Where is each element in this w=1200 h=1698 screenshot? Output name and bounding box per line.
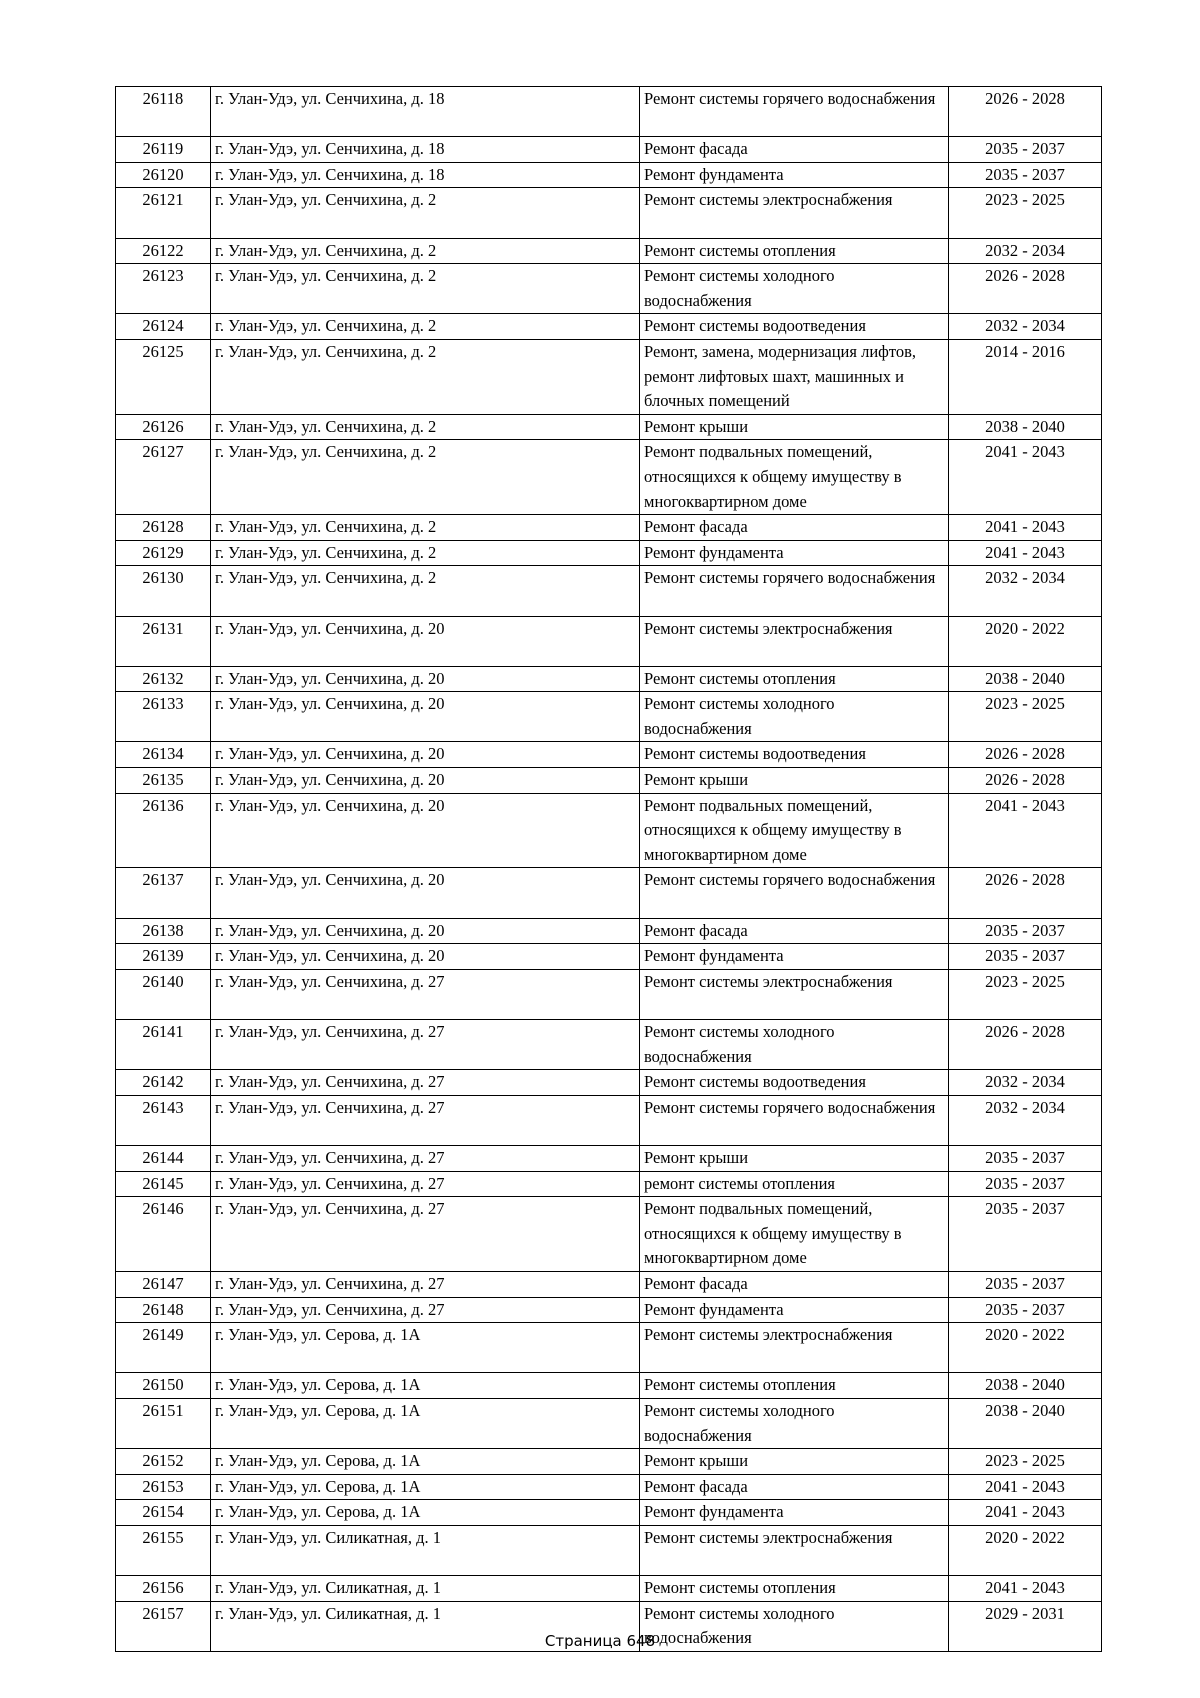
work-type-cell: Ремонт фасада	[640, 515, 949, 541]
period-cell: 2020 - 2022	[949, 1525, 1102, 1575]
work-type-cell: Ремонт подвальных помещений, относящихся к общему имуществу в многоквартирном доме	[640, 440, 949, 515]
address-cell: г. Улан-Удэ, ул. Сенчихина, д. 27	[211, 1271, 640, 1297]
work-type-cell: Ремонт фундамента	[640, 540, 949, 566]
row-number-cell: 26132	[116, 666, 211, 692]
row-number-cell: 26130	[116, 566, 211, 616]
address-cell: г. Улан-Удэ, ул. Сенчихина, д. 2	[211, 188, 640, 238]
row-number-cell: 26156	[116, 1576, 211, 1602]
table-row	[116, 1020, 1102, 1070]
work-type-cell: Ремонт системы отопления	[640, 1576, 949, 1602]
period-cell: 2041 - 2043	[949, 440, 1102, 515]
period-cell: 2026 - 2028	[949, 87, 1102, 137]
table-row	[116, 1271, 1102, 1297]
period-cell: 2035 - 2037	[949, 1197, 1102, 1272]
work-type-cell: Ремонт системы холодного водоснабжения	[640, 692, 949, 742]
row-number-cell: 26151	[116, 1398, 211, 1448]
row-number-cell: 26121	[116, 188, 211, 238]
table-row	[116, 666, 1102, 692]
address-cell: г. Улан-Удэ, ул. Сенчихина, д. 20	[211, 768, 640, 794]
table-row	[116, 314, 1102, 340]
address-cell: г. Улан-Удэ, ул. Сенчихина, д. 27	[211, 969, 640, 1019]
row-number-cell: 26128	[116, 515, 211, 541]
table-row	[116, 162, 1102, 188]
work-type-cell: Ремонт системы водоотведения	[640, 314, 949, 340]
work-type-cell: Ремонт системы горячего водоснабжения	[640, 868, 949, 918]
address-cell: г. Улан-Удэ, ул. Сенчихина, д. 27	[211, 1145, 640, 1171]
address-cell: г. Улан-Удэ, ул. Сенчихина, д. 2	[211, 238, 640, 264]
address-cell: г. Улан-Удэ, ул. Сенчихина, д. 27	[211, 1171, 640, 1197]
address-cell: г. Улан-Удэ, ул. Сенчихина, д. 20	[211, 692, 640, 742]
row-number-cell: 26119	[116, 137, 211, 163]
table-row	[116, 540, 1102, 566]
table-row	[116, 944, 1102, 970]
period-cell: 2035 - 2037	[949, 1271, 1102, 1297]
table-row	[116, 339, 1102, 414]
row-number-cell: 26143	[116, 1095, 211, 1145]
period-cell: 2038 - 2040	[949, 1398, 1102, 1448]
work-type-cell: Ремонт системы отопления	[640, 666, 949, 692]
period-cell: 2032 - 2034	[949, 1095, 1102, 1145]
period-cell: 2038 - 2040	[949, 414, 1102, 440]
period-cell: 2032 - 2034	[949, 238, 1102, 264]
work-type-cell: Ремонт подвальных помещений, относящихся к общему имуществу в многоквартирном доме	[640, 1197, 949, 1272]
table-row	[116, 793, 1102, 868]
row-number-cell: 26150	[116, 1373, 211, 1399]
work-type-cell: Ремонт подвальных помещений, относящихся к общему имуществу в многоквартирном доме	[640, 793, 949, 868]
table-row	[116, 1500, 1102, 1526]
table-row	[116, 918, 1102, 944]
work-type-cell: Ремонт системы водоотведения	[640, 1070, 949, 1096]
address-cell: г. Улан-Удэ, ул. Силикатная, д. 1	[211, 1601, 640, 1651]
address-cell: г. Улан-Удэ, ул. Сенчихина, д. 2	[211, 566, 640, 616]
work-type-cell: Ремонт фасада	[640, 137, 949, 163]
row-number-cell: 26123	[116, 264, 211, 314]
table-row	[116, 1474, 1102, 1500]
work-type-cell: Ремонт системы холодного водоснабжения	[640, 1398, 949, 1448]
address-cell: г. Улан-Удэ, ул. Сенчихина, д. 27	[211, 1070, 640, 1096]
address-cell: г. Улан-Удэ, ул. Сенчихина, д. 2	[211, 339, 640, 414]
period-cell: 2029 - 2031	[949, 1601, 1102, 1651]
row-number-cell: 26140	[116, 969, 211, 1019]
period-cell: 2041 - 2043	[949, 515, 1102, 541]
table-row	[116, 264, 1102, 314]
table-row	[116, 1197, 1102, 1272]
table-row	[116, 188, 1102, 238]
address-cell: г. Улан-Удэ, ул. Сенчихина, д. 20	[211, 616, 640, 666]
address-cell: г. Улан-Удэ, ул. Сенчихина, д. 20	[211, 666, 640, 692]
period-cell: 2023 - 2025	[949, 692, 1102, 742]
row-number-cell: 26133	[116, 692, 211, 742]
table-row	[116, 1070, 1102, 1096]
work-type-cell: Ремонт системы горячего водоснабжения	[640, 566, 949, 616]
period-cell: 2032 - 2034	[949, 314, 1102, 340]
period-cell: 2035 - 2037	[949, 162, 1102, 188]
work-type-cell: Ремонт системы водоотведения	[640, 742, 949, 768]
address-cell: г. Улан-Удэ, ул. Серова, д. 1А	[211, 1449, 640, 1475]
period-cell: 2041 - 2043	[949, 540, 1102, 566]
work-type-cell: Ремонт системы холодного водоснабжения	[640, 264, 949, 314]
row-number-cell: 26131	[116, 616, 211, 666]
table-row	[116, 87, 1102, 137]
row-number-cell: 26148	[116, 1297, 211, 1323]
table-row	[116, 1323, 1102, 1373]
table-row	[116, 566, 1102, 616]
table-row	[116, 768, 1102, 794]
row-number-cell: 26137	[116, 868, 211, 918]
row-number-cell: 26153	[116, 1474, 211, 1500]
work-type-cell: Ремонт системы отопления	[640, 238, 949, 264]
row-number-cell: 26124	[116, 314, 211, 340]
work-type-cell: Ремонт фундамента	[640, 944, 949, 970]
period-cell: 2038 - 2040	[949, 666, 1102, 692]
table-row	[116, 1145, 1102, 1171]
row-number-cell: 26136	[116, 793, 211, 868]
address-cell: г. Улан-Удэ, ул. Сенчихина, д. 2	[211, 264, 640, 314]
period-cell: 2041 - 2043	[949, 1500, 1102, 1526]
address-cell: г. Улан-Удэ, ул. Сенчихина, д. 27	[211, 1095, 640, 1145]
period-cell: 2020 - 2022	[949, 616, 1102, 666]
period-cell: 2035 - 2037	[949, 137, 1102, 163]
address-cell: г. Улан-Удэ, ул. Серова, д. 1А	[211, 1500, 640, 1526]
address-cell: г. Улан-Удэ, ул. Серова, д. 1А	[211, 1474, 640, 1500]
address-cell: г. Улан-Удэ, ул. Силикатная, д. 1	[211, 1525, 640, 1575]
period-cell: 2023 - 2025	[949, 969, 1102, 1019]
row-number-cell: 26118	[116, 87, 211, 137]
period-cell: 2026 - 2028	[949, 264, 1102, 314]
period-cell: 2035 - 2037	[949, 944, 1102, 970]
period-cell: 2014 - 2016	[949, 339, 1102, 414]
period-cell: 2020 - 2022	[949, 1323, 1102, 1373]
period-cell: 2038 - 2040	[949, 1373, 1102, 1399]
table-row	[116, 1398, 1102, 1448]
row-number-cell: 26141	[116, 1020, 211, 1070]
table-row	[116, 969, 1102, 1019]
period-cell: 2035 - 2037	[949, 918, 1102, 944]
work-type-cell: Ремонт фасада	[640, 1474, 949, 1500]
period-cell: 2032 - 2034	[949, 566, 1102, 616]
work-type-cell: Ремонт системы электроснабжения	[640, 1323, 949, 1373]
period-cell: 2026 - 2028	[949, 868, 1102, 918]
period-cell: 2026 - 2028	[949, 1020, 1102, 1070]
row-number-cell: 26122	[116, 238, 211, 264]
address-cell: г. Улан-Удэ, ул. Силикатная, д. 1	[211, 1576, 640, 1602]
address-cell: г. Улан-Удэ, ул. Серова, д. 1А	[211, 1398, 640, 1448]
row-number-cell: 26127	[116, 440, 211, 515]
row-number-cell: 26149	[116, 1323, 211, 1373]
work-type-cell: Ремонт системы горячего водоснабжения	[640, 1095, 949, 1145]
page-number: Страница 648	[544, 1632, 656, 1650]
work-type-cell: Ремонт системы электроснабжения	[640, 969, 949, 1019]
period-cell: 2035 - 2037	[949, 1297, 1102, 1323]
address-cell: г. Улан-Удэ, ул. Сенчихина, д. 2	[211, 540, 640, 566]
address-cell: г. Улан-Удэ, ул. Сенчихина, д. 27	[211, 1020, 640, 1070]
period-cell: 2026 - 2028	[949, 768, 1102, 794]
work-type-cell: Ремонт системы горячего водоснабжения	[640, 87, 949, 137]
work-type-cell: Ремонт, замена, модернизация лифтов, ремонт лифтовых шахт, машинных и блочных помещений	[640, 339, 949, 414]
row-number-cell: 26154	[116, 1500, 211, 1526]
row-number-cell: 26146	[116, 1197, 211, 1272]
address-cell: г. Улан-Удэ, ул. Сенчихина, д. 20	[211, 944, 640, 970]
work-type-cell: Ремонт фасада	[640, 918, 949, 944]
row-number-cell: 26152	[116, 1449, 211, 1475]
address-cell: г. Улан-Удэ, ул. Сенчихина, д. 18	[211, 137, 640, 163]
address-cell: г. Улан-Удэ, ул. Серова, д. 1А	[211, 1373, 640, 1399]
work-type-cell: Ремонт крыши	[640, 1145, 949, 1171]
table-row	[116, 868, 1102, 918]
table-row	[116, 1297, 1102, 1323]
row-number-cell: 26144	[116, 1145, 211, 1171]
address-cell: г. Улан-Удэ, ул. Сенчихина, д. 20	[211, 868, 640, 918]
row-number-cell: 26138	[116, 918, 211, 944]
table-row	[116, 238, 1102, 264]
period-cell: 2035 - 2037	[949, 1145, 1102, 1171]
row-number-cell: 26147	[116, 1271, 211, 1297]
table-row	[116, 440, 1102, 515]
row-number-cell: 26134	[116, 742, 211, 768]
work-type-cell: Ремонт фундамента	[640, 1297, 949, 1323]
work-type-cell: Ремонт системы отопления	[640, 1373, 949, 1399]
row-number-cell: 26145	[116, 1171, 211, 1197]
row-number-cell: 26139	[116, 944, 211, 970]
table-row	[116, 1525, 1102, 1575]
table-row	[116, 1449, 1102, 1475]
address-cell: г. Улан-Удэ, ул. Сенчихина, д. 2	[211, 440, 640, 515]
address-cell: г. Улан-Удэ, ул. Серова, д. 1А	[211, 1323, 640, 1373]
address-cell: г. Улан-Удэ, ул. Сенчихина, д. 18	[211, 87, 640, 137]
row-number-cell: 26120	[116, 162, 211, 188]
table-row	[116, 1576, 1102, 1602]
table-row	[116, 616, 1102, 666]
table-row	[116, 137, 1102, 163]
period-cell: 2023 - 2025	[949, 1449, 1102, 1475]
row-number-cell: 26135	[116, 768, 211, 794]
row-number-cell: 26142	[116, 1070, 211, 1096]
period-cell: 2041 - 2043	[949, 1576, 1102, 1602]
address-cell: г. Улан-Удэ, ул. Сенчихина, д. 2	[211, 515, 640, 541]
row-number-cell: 26126	[116, 414, 211, 440]
period-cell: 2026 - 2028	[949, 742, 1102, 768]
period-cell: 2023 - 2025	[949, 188, 1102, 238]
address-cell: г. Улан-Удэ, ул. Сенчихина, д. 2	[211, 414, 640, 440]
row-number-cell: 26155	[116, 1525, 211, 1575]
table-row	[116, 742, 1102, 768]
row-number-cell: 26157	[116, 1601, 211, 1651]
work-type-cell: Ремонт системы холодного водоснабжения	[640, 1020, 949, 1070]
period-cell: 2035 - 2037	[949, 1171, 1102, 1197]
table-body	[116, 87, 1102, 1652]
repair-schedule-table	[115, 86, 1102, 1652]
table-row	[116, 1171, 1102, 1197]
address-cell: г. Улан-Удэ, ул. Сенчихина, д. 27	[211, 1197, 640, 1272]
table-row	[116, 515, 1102, 541]
address-cell: г. Улан-Удэ, ул. Сенчихина, д. 2	[211, 314, 640, 340]
work-type-cell: Ремонт системы электроснабжения	[640, 188, 949, 238]
table-row	[116, 692, 1102, 742]
row-number-cell: 26125	[116, 339, 211, 414]
table-row	[116, 414, 1102, 440]
address-cell: г. Улан-Удэ, ул. Сенчихина, д. 27	[211, 1297, 640, 1323]
work-type-cell: ремонт системы отопления	[640, 1171, 949, 1197]
work-type-cell: Ремонт крыши	[640, 1449, 949, 1475]
period-cell: 2041 - 2043	[949, 1474, 1102, 1500]
address-cell: г. Улан-Удэ, ул. Сенчихина, д. 20	[211, 918, 640, 944]
work-type-cell: Ремонт системы электроснабжения	[640, 1525, 949, 1575]
address-cell: г. Улан-Удэ, ул. Сенчихина, д. 20	[211, 793, 640, 868]
work-type-cell: Ремонт фасада	[640, 1271, 949, 1297]
work-type-cell: Ремонт системы электроснабжения	[640, 616, 949, 666]
table-row	[116, 1095, 1102, 1145]
work-type-cell: Ремонт фундамента	[640, 1500, 949, 1526]
period-cell: 2032 - 2034	[949, 1070, 1102, 1096]
address-cell: г. Улан-Удэ, ул. Сенчихина, д. 20	[211, 742, 640, 768]
work-type-cell: Ремонт системы холодного водоснабжения	[640, 1601, 949, 1651]
row-number-cell: 26129	[116, 540, 211, 566]
address-cell: г. Улан-Удэ, ул. Сенчихина, д. 18	[211, 162, 640, 188]
work-type-cell: Ремонт крыши	[640, 414, 949, 440]
work-type-cell: Ремонт крыши	[640, 768, 949, 794]
work-type-cell: Ремонт фундамента	[640, 162, 949, 188]
period-cell: 2041 - 2043	[949, 793, 1102, 868]
table-row	[116, 1373, 1102, 1399]
